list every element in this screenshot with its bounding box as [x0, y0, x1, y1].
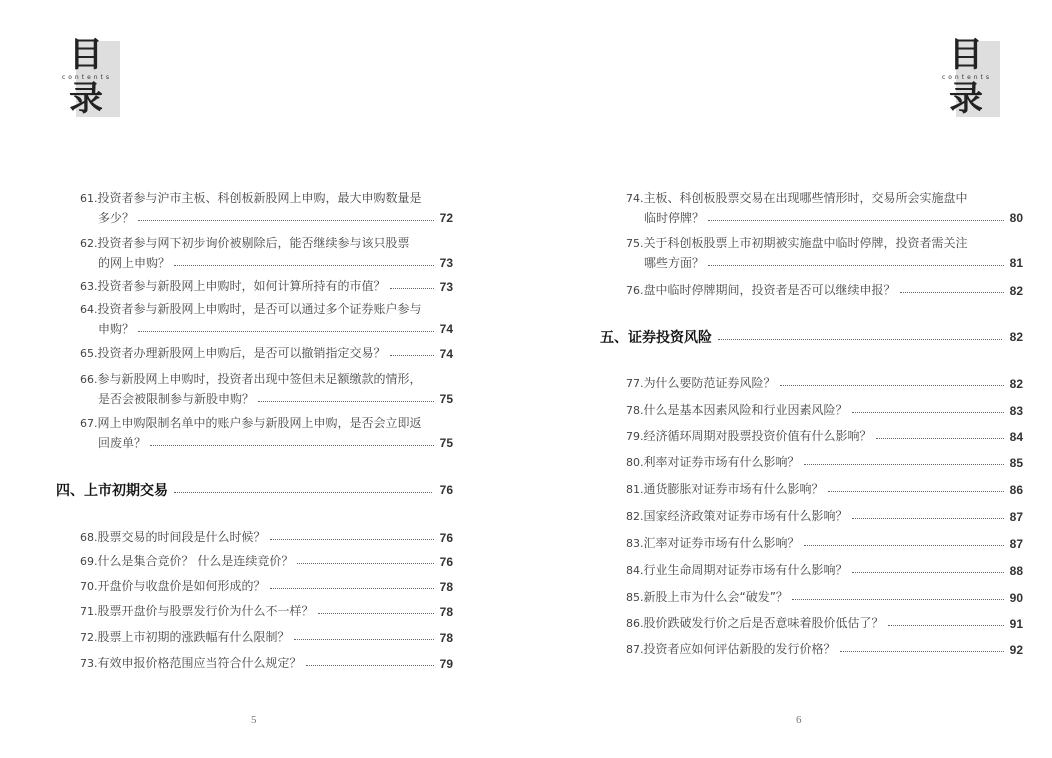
entry-title-wrap	[80, 527, 266, 548]
entry-text	[80, 276, 453, 297]
entry-number: 69.	[80, 555, 98, 568]
entry-text-line2	[626, 208, 1023, 228]
entry-title-wrap	[80, 601, 314, 622]
entry-title: 为什么要防范证券风险？	[643, 376, 776, 390]
entry-page-number: 86	[1009, 482, 1023, 497]
entry-title-part1: 关于科创板股票上市初期被实施盘中临时停牌，投资者需关注	[643, 236, 968, 250]
entry-page-number: 73	[439, 256, 453, 270]
entry-number: 86.	[626, 617, 644, 630]
entry-title-part1: 投资者参与网下初步询价被剔除后，能否继续参与该只股票	[97, 236, 410, 250]
toc-entry[interactable]	[626, 479, 1023, 499]
entry-text	[626, 587, 1023, 608]
toc-entry[interactable]	[626, 560, 1023, 580]
toc-entry[interactable]	[80, 653, 453, 673]
toc-entry[interactable]	[80, 576, 453, 596]
section-heading[interactable]	[600, 327, 1023, 347]
section-title: 五、证券投资风险	[600, 330, 712, 346]
entry-page-number: 74	[439, 346, 453, 361]
dot-leader	[840, 651, 1004, 652]
dot-leader	[174, 492, 432, 493]
toc-entry[interactable]	[626, 400, 1023, 420]
dot-leader	[804, 464, 1004, 465]
right-page	[526, 0, 1052, 758]
entry-title-part1: 网上申购限制名单中的账户参与新股网上申购，是否会立即返	[97, 416, 422, 430]
contents-logo	[941, 35, 1006, 119]
entry-title-part1: 投资者参与新股网上申购时，是否可以通过多个证券账户参与	[97, 302, 422, 316]
entry-page-number: 82	[1009, 283, 1023, 298]
dot-leader	[138, 220, 434, 221]
logo-subtitle: contents	[61, 74, 113, 81]
section-page-number: 76	[439, 483, 453, 497]
entry-title-wrap	[626, 280, 896, 301]
entry-title: 什么是基本因素风险和行业因素风险？	[643, 403, 848, 417]
entry-number: 66.	[80, 373, 98, 386]
toc-entry[interactable]	[80, 233, 453, 273]
entry-text	[80, 527, 453, 548]
entry-page-number: 76	[439, 554, 453, 569]
entry-number: 75.	[626, 237, 644, 250]
entry-text	[80, 343, 453, 364]
entry-title-wrap	[80, 653, 302, 674]
dot-leader	[390, 288, 434, 289]
entry-title: 有效申报价格范围应当符合什么规定？	[97, 656, 302, 670]
toc-entry[interactable]	[80, 369, 453, 409]
dot-leader	[294, 639, 434, 640]
entry-text-line1	[80, 369, 422, 390]
entry-title: 投资者参与新股网上申购时，如何计算所持有的市值？	[97, 279, 386, 293]
entry-page-number: 85	[1009, 455, 1023, 470]
entry-text	[626, 479, 1023, 500]
entry-text-line1	[626, 233, 968, 254]
entry-text	[626, 613, 1023, 634]
toc-entry[interactable]	[80, 601, 453, 621]
entry-number: 65.	[80, 347, 98, 360]
entry-number: 73.	[80, 657, 98, 670]
entry-title-part2: 回废单？	[98, 436, 147, 450]
entry-page-number: 83	[1009, 403, 1023, 418]
entry-title-part1: 投资者参与沪市主板、科创板新股网上申购，最大申购数量是	[97, 191, 422, 205]
entry-number: 64.	[80, 303, 98, 316]
entry-page-number: 72	[439, 211, 453, 225]
entry-page-number: 90	[1009, 590, 1023, 605]
dot-leader	[804, 545, 1004, 546]
entry-page-number: 78	[439, 630, 453, 645]
entry-text	[80, 653, 453, 674]
toc-entry[interactable]	[626, 587, 1023, 607]
entry-number: 80.	[626, 456, 644, 469]
entry-number: 77.	[626, 377, 644, 390]
entry-page-number: 79	[439, 656, 453, 671]
logo-title-bottom: 录	[949, 79, 983, 119]
dot-leader	[888, 625, 1004, 626]
entry-number: 81.	[626, 483, 644, 496]
entry-page-number: 78	[439, 604, 453, 619]
toc-entry[interactable]	[80, 276, 453, 296]
entry-text-line1	[626, 188, 968, 209]
entry-page-number: 87	[1009, 509, 1023, 524]
logo-subtitle: contents	[941, 74, 993, 81]
entry-title-wrap	[626, 452, 800, 473]
entry-title-part2: 临时停牌？	[644, 211, 705, 225]
entry-text	[626, 452, 1023, 473]
entry-text-line2	[80, 389, 453, 409]
entry-title-wrap	[626, 426, 872, 447]
toc-entry[interactable]	[80, 188, 453, 228]
toc-entry[interactable]	[626, 613, 1023, 633]
entry-number: 67.	[80, 417, 98, 430]
toc-entry[interactable]	[626, 280, 1023, 300]
entry-text	[80, 627, 453, 648]
entry-text	[626, 373, 1023, 394]
entry-page-number: 75	[439, 436, 453, 450]
entry-page-number: 88	[1009, 563, 1023, 578]
entry-title-part2: 哪些方面？	[644, 256, 705, 270]
entry-title-wrap	[80, 343, 386, 364]
section-page-number: 82	[1009, 330, 1023, 344]
entry-text	[80, 551, 453, 572]
entry-title-wrap	[80, 551, 293, 572]
entry-page-number: 82	[1009, 376, 1023, 391]
entry-number: 68.	[80, 531, 98, 544]
entry-title-wrap	[80, 576, 266, 597]
entry-title-part1: 参与新股网上申购时，投资者出现中签但未足额缴款的情形，	[97, 372, 422, 386]
entry-page-number: 87	[1009, 536, 1023, 551]
entry-title: 股票开盘价与股票发行价为什么不一样？	[97, 604, 314, 618]
dot-leader	[174, 265, 434, 266]
entry-title-part2: 是否会被限制参与新股申购？	[98, 392, 255, 406]
dot-leader	[828, 491, 1004, 492]
entry-text	[80, 576, 453, 597]
entry-title: 国家经济政策对证券市场有什么影响？	[643, 509, 848, 523]
dot-leader	[270, 588, 434, 589]
entry-title: 投资者应如何评估新股的发行价格？	[643, 642, 836, 656]
entry-text	[626, 639, 1023, 660]
entry-page-number: 80	[1009, 211, 1023, 225]
entry-title-part2: 的网上申购？	[98, 256, 171, 270]
entry-text-line1	[80, 299, 422, 320]
entry-title: 汇率对证券市场有什么影响？	[643, 536, 800, 550]
entry-text	[626, 426, 1023, 447]
entry-text	[626, 533, 1023, 554]
entry-number: 79.	[626, 430, 644, 443]
entry-page-number: 92	[1009, 642, 1023, 657]
dot-leader	[780, 385, 1004, 386]
entry-title: 股票上市初期的涨跌幅有什么限制？	[97, 630, 290, 644]
toc-entry[interactable]	[80, 343, 453, 363]
entry-number: 84.	[626, 564, 644, 577]
entry-title-wrap	[626, 613, 884, 634]
entry-number: 78.	[626, 404, 644, 417]
entry-text	[626, 400, 1023, 421]
logo-title-top: 目	[69, 35, 103, 75]
entry-title: 开盘价与收盘价是如何形成的？	[97, 579, 266, 593]
entry-title-wrap	[626, 479, 824, 500]
toc-entry[interactable]	[626, 506, 1023, 526]
dot-leader	[852, 518, 1004, 519]
dot-leader	[306, 665, 434, 666]
entry-title-part1: 主板、科创板股票交易在出现哪些情形时，交易所会实施盘中	[643, 191, 968, 205]
dot-leader	[718, 339, 1002, 340]
entry-title-wrap	[80, 627, 290, 648]
toc-entry[interactable]	[626, 639, 1023, 659]
toc-entry[interactable]	[626, 452, 1023, 472]
entry-text-line2	[80, 208, 453, 228]
dot-leader	[876, 438, 1004, 439]
entry-page-number: 78	[439, 579, 453, 594]
dot-leader	[318, 613, 434, 614]
toc-entry[interactable]	[626, 188, 1023, 228]
dot-leader	[270, 539, 434, 540]
toc-entry[interactable]	[80, 627, 453, 647]
dot-leader	[900, 292, 1004, 293]
entry-page-number: 76	[439, 530, 453, 545]
entry-number: 61.	[80, 192, 98, 205]
toc-entry[interactable]	[80, 413, 453, 453]
page-number: 6	[796, 714, 802, 726]
entry-number: 63.	[80, 280, 98, 293]
entry-text	[626, 560, 1023, 581]
entry-title-wrap	[626, 560, 848, 581]
toc-entry[interactable]	[626, 233, 1023, 273]
entry-title: 投资者办理新股网上申购后，是否可以撤销指定交易？	[97, 346, 386, 360]
entry-title: 什么是集合竞价？ 什么是连续竞价？	[97, 554, 294, 568]
entry-text-line1	[80, 188, 422, 209]
entry-text	[80, 601, 453, 622]
entry-text	[626, 280, 1023, 301]
entry-number: 72.	[80, 631, 98, 644]
entry-title: 通货膨胀对证券市场有什么影响？	[643, 482, 824, 496]
entry-title: 盘中临时停牌期间，投资者是否可以继续申报？	[643, 283, 896, 297]
entry-text-line1	[80, 413, 422, 434]
entry-text-line2	[80, 253, 453, 273]
toc-entry[interactable]	[80, 299, 453, 339]
entry-title-wrap	[626, 533, 800, 554]
toc-entry[interactable]	[626, 533, 1023, 553]
entry-title-wrap	[626, 506, 848, 527]
entry-title: 利率对证券市场有什么影响？	[643, 455, 800, 469]
entry-title-part2: 多少？	[98, 211, 135, 225]
dot-leader	[390, 355, 434, 356]
entry-text	[626, 506, 1023, 527]
entry-text-line2	[80, 433, 453, 453]
entry-title-wrap	[626, 373, 776, 394]
entry-page-number: 91	[1009, 616, 1023, 631]
entry-number: 87.	[626, 643, 644, 656]
dot-leader	[150, 445, 434, 446]
contents-logo	[61, 35, 126, 119]
section-title: 四、上市初期交易	[56, 483, 168, 499]
logo-title-top: 目	[949, 35, 983, 75]
entry-title-wrap	[80, 276, 386, 297]
entry-page-number: 74	[439, 322, 453, 336]
entry-page-number: 73	[439, 279, 453, 294]
entry-number: 71.	[80, 605, 98, 618]
dot-leader	[708, 220, 1004, 221]
entry-title-wrap	[626, 400, 848, 421]
entry-number: 74.	[626, 192, 644, 205]
entry-title: 股价跌破发行价之后是否意味着股价低估了？	[643, 616, 884, 630]
entry-number: 70.	[80, 580, 98, 593]
entry-text-line2	[626, 253, 1023, 273]
dot-leader	[138, 331, 434, 332]
dot-leader	[297, 563, 433, 564]
entry-number: 85.	[626, 591, 644, 604]
entry-text-line1	[80, 233, 410, 254]
dot-leader	[258, 401, 434, 402]
toc-entry[interactable]	[626, 373, 1023, 393]
section-heading[interactable]	[56, 480, 453, 500]
dot-leader	[852, 572, 1004, 573]
entry-title: 经济循环周期对股票投资价值有什么影响？	[643, 429, 872, 443]
entry-page-number: 75	[439, 392, 453, 406]
entry-page-number: 81	[1009, 256, 1023, 270]
entry-title: 新股上市为什么会“破发”？	[643, 590, 788, 604]
entry-page-number: 84	[1009, 429, 1023, 444]
entry-title-part2: 申购？	[98, 322, 135, 336]
entry-title-wrap	[626, 639, 836, 660]
entry-number: 83.	[626, 537, 644, 550]
entry-number: 62.	[80, 237, 98, 250]
entry-title: 股票交易的时间段是什么时候？	[97, 530, 266, 544]
dot-leader	[852, 412, 1004, 413]
page-number: 5	[251, 714, 257, 726]
entry-number: 76.	[626, 284, 644, 297]
toc-entry[interactable]	[80, 551, 453, 571]
entry-title-wrap	[626, 587, 788, 608]
entry-title: 行业生命周期对证券市场有什么影响？	[643, 563, 848, 577]
logo-title-bottom: 录	[69, 79, 103, 119]
entry-text-line2	[80, 319, 453, 339]
toc-entry[interactable]	[626, 426, 1023, 446]
dot-leader	[792, 599, 1004, 600]
entry-number: 82.	[626, 510, 644, 523]
toc-entry[interactable]	[80, 527, 453, 547]
dot-leader	[708, 265, 1004, 266]
